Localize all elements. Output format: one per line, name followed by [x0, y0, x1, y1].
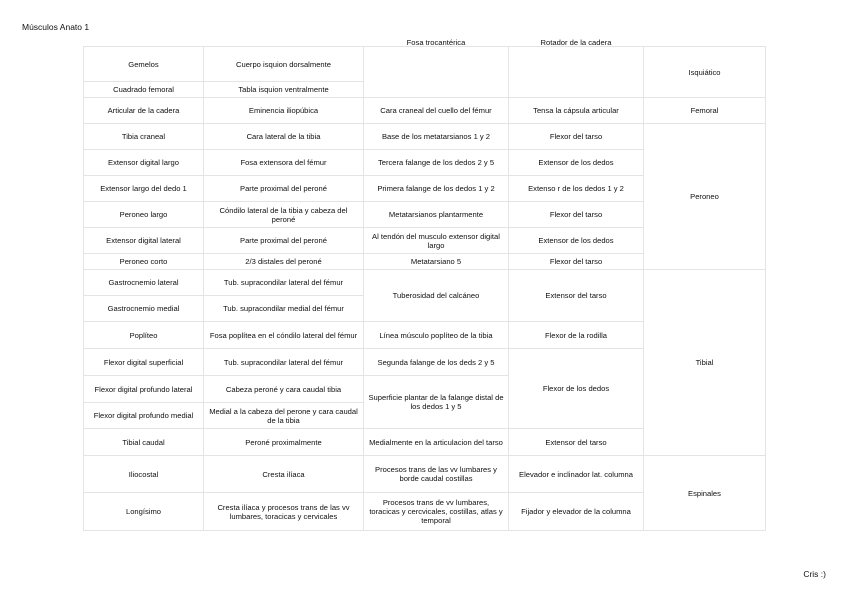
insertion-cell: Tuberosidad del calcáneo: [364, 270, 509, 322]
origin-cell: Cara lateral de la tibia: [204, 124, 364, 150]
action-cell: Extenso r de los dedos 1 y 2: [509, 176, 644, 202]
origin-cell: Fosa poplítea en el cóndilo lateral del fémur: [204, 322, 364, 349]
origin-cell: Cresta ilíaca y procesos trans de las vv lumbares, toracicas y cervicales: [204, 493, 364, 531]
insertion-cell: Superficie plantar de la falange distal de los dedos 1 y 5: [364, 376, 509, 429]
action-cell: Flexor del tarso: [509, 202, 644, 228]
muscle-cell: Extensor digital largo: [84, 150, 204, 176]
origin-cell: Parte proximal del peroné: [204, 228, 364, 254]
insertion-cell: [364, 38, 509, 98]
origin-cell: Tabla isquion ventralmente: [204, 82, 364, 98]
insertion-cell: Primera falange de los dedos 1 y 2: [364, 176, 509, 202]
insertion-cell: Metatarsianos plantarmente: [364, 202, 509, 228]
group-cell: Femoral: [644, 98, 766, 124]
insertion-cell: Al tendón del musculo extensor digital largo: [364, 228, 509, 254]
group-cell: Tibial: [644, 270, 766, 456]
action-cell: Tensa la cápsula articular: [509, 98, 644, 124]
origin-cell: Tub. supracondilar lateral del fémur: [204, 349, 364, 376]
action-cell: Extensor de los dedos: [509, 228, 644, 254]
muscle-cell: Tibial caudal: [84, 429, 204, 456]
action-cell: Flexor del tarso: [509, 124, 644, 150]
origin-cell: Tub. supracondilar lateral del fémur: [204, 270, 364, 296]
insertion-cell: Metatarsiano 5: [364, 254, 509, 270]
action-cell: Elevador e inclinador lat. columna: [509, 456, 644, 493]
insertion-cell: Procesos trans de las vv lumbares y borde caudal costillas: [364, 456, 509, 493]
action-cell: Flexor de la rodilla: [509, 322, 644, 349]
insertion-cell: Medialmente en la articulacion del tarso: [364, 429, 509, 456]
muscle-cell: Poplíteo: [84, 322, 204, 349]
action-text: Rotador de la cadera: [540, 38, 612, 47]
action-cell: Extensor del tarso: [509, 270, 644, 322]
table-row: [84, 270, 766, 296]
origin-cell: Medial a la cabeza del perone y cara caudal de la tibia: [204, 403, 364, 429]
origin-cell: Fosa extensora del fémur: [204, 150, 364, 176]
footer-signature: Cris :): [803, 569, 826, 579]
origin-cell: Parte proximal del peroné: [204, 176, 364, 202]
action-cell: [509, 38, 644, 98]
muscle-cell: Peroneo largo: [84, 202, 204, 228]
origin-cell: Cóndilo lateral de la tibia y cabeza del peroné: [204, 202, 364, 228]
insertion-cell: Cara craneal del cuello del fémur: [364, 98, 509, 124]
muscle-cell: Flexor digital profundo medial: [84, 403, 204, 429]
action-cell: Flexor de los dedos: [509, 349, 644, 429]
action-cell: Flexor del tarso: [509, 254, 644, 270]
muscle-cell: Extensor digital lateral: [84, 228, 204, 254]
muscle-cell: Peroneo corto: [84, 254, 204, 270]
muscle-cell: Gemelos: [84, 47, 204, 82]
table-row: [84, 47, 766, 82]
muscle-cell: Articular de la cadera: [84, 98, 204, 124]
muscle-cell: Tibia craneal: [84, 124, 204, 150]
group-cell: Isquiático: [644, 47, 766, 98]
group-cell: Espinales: [644, 456, 766, 531]
table-row: [84, 456, 766, 493]
action-cell: Fijador y elevador de la columna: [509, 493, 644, 531]
group-cell: Peroneo: [644, 124, 766, 270]
muscle-cell: Gastrocnemio lateral: [84, 270, 204, 296]
origin-cell: Cabeza peroné y cara caudal tibia: [204, 376, 364, 403]
muscle-cell: Gastrocnemio medial: [84, 296, 204, 322]
table-row: [84, 124, 766, 150]
muscle-cell: Cuadrado femoral: [84, 82, 204, 98]
muscle-cell: Iliocostal: [84, 456, 204, 493]
document-title: Músculos Anato 1: [22, 22, 90, 32]
muscle-cell: Flexor digital profundo lateral: [84, 376, 204, 403]
muscle-cell: Extensor largo del dedo 1: [84, 176, 204, 202]
action-cell: Extensor de los dedos: [509, 150, 644, 176]
insertion-cell: Línea músculo poplíteo de la tibia: [364, 322, 509, 349]
muscle-table: [83, 38, 766, 531]
muscle-cell: Flexor digital superficial: [84, 349, 204, 376]
origin-cell: Peroné proximalmente: [204, 429, 364, 456]
insertion-text: Fosa trocantérica: [406, 38, 466, 47]
origin-cell: Eminencia iliopúbica: [204, 98, 364, 124]
origin-cell: Tub. supracondilar medial del fémur: [204, 296, 364, 322]
insertion-cell: Segunda falange de los deds 2 y 5: [364, 349, 509, 376]
origin-cell: 2/3 distales del peroné: [204, 254, 364, 270]
table-row: [84, 98, 766, 124]
origin-cell: Cresta ilíaca: [204, 456, 364, 493]
action-cell: Extensor del tarso: [509, 429, 644, 456]
muscle-table-container: [83, 38, 765, 538]
insertion-cell: Tercera falange de los dedos 2 y 5: [364, 150, 509, 176]
origin-cell: Cuerpo isquion dorsalmente: [204, 47, 364, 82]
insertion-cell: Procesos trans de vv lumbares, toracicas y cercvicales, costillas, atlas y temporal: [364, 493, 509, 531]
insertion-cell: Base de los metatarsianos 1 y 2: [364, 124, 509, 150]
muscle-cell: Longísimo: [84, 493, 204, 531]
